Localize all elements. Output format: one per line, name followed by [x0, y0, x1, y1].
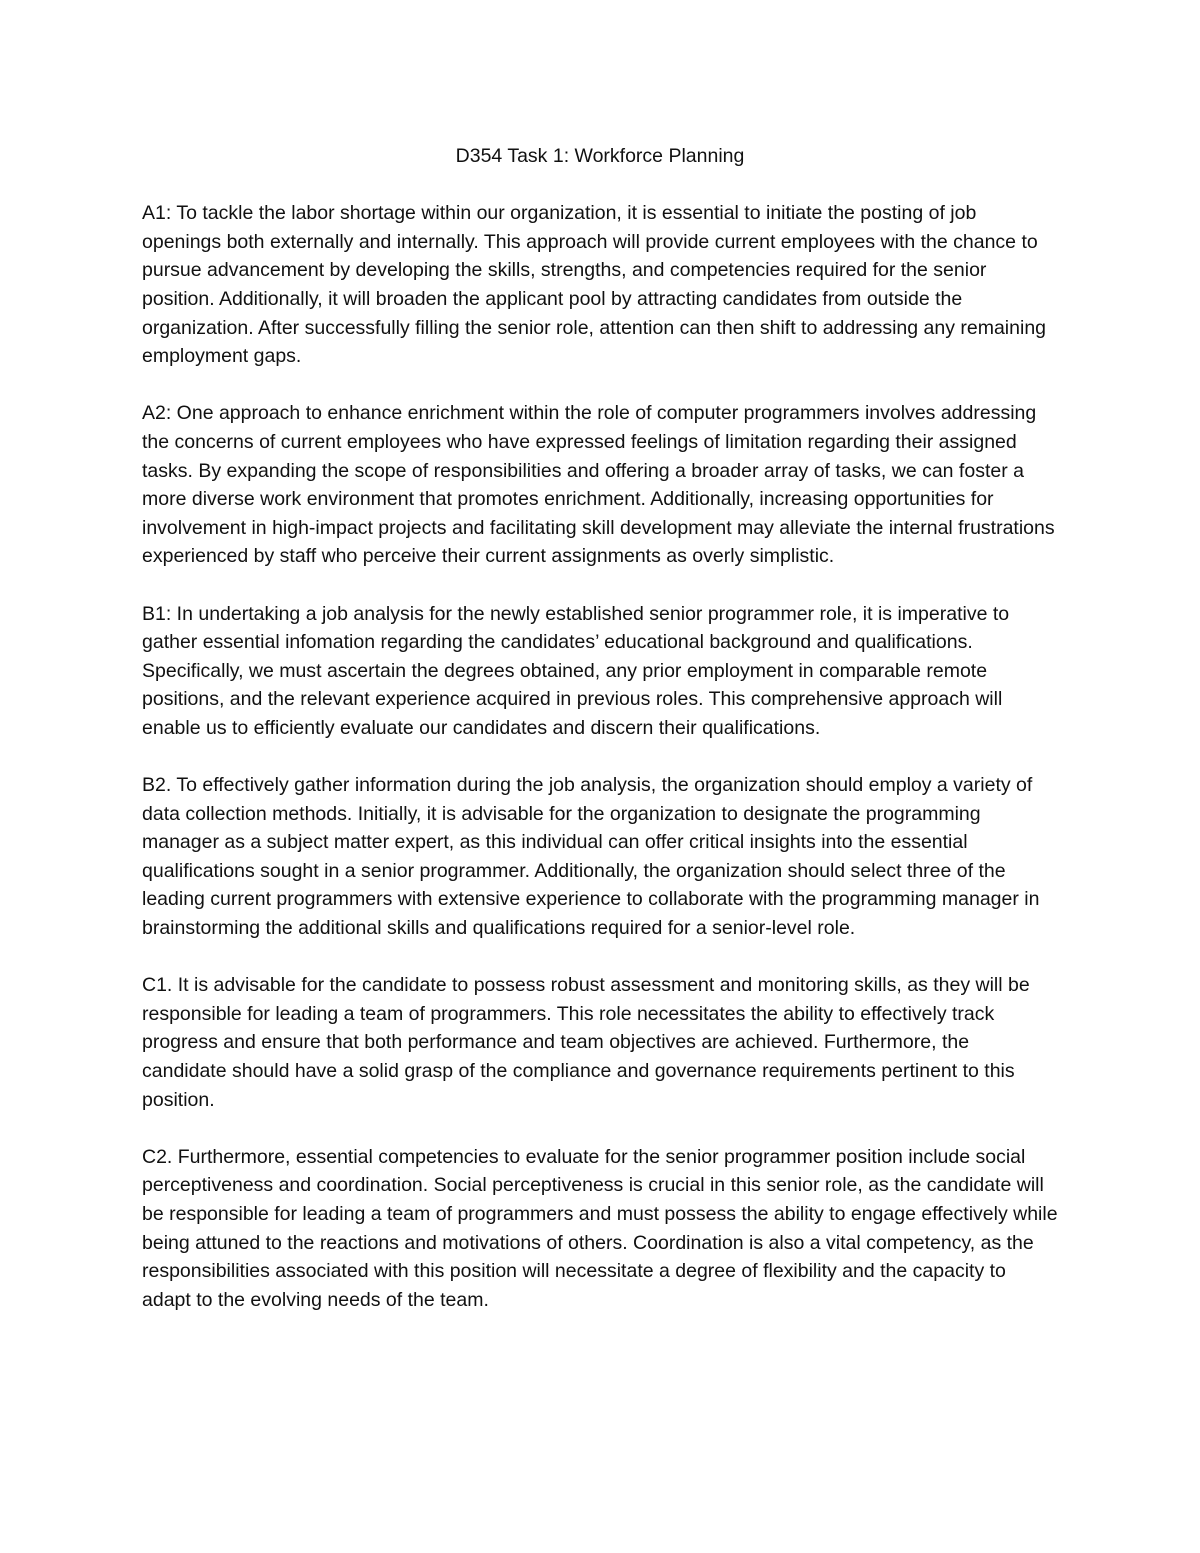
- paragraph-c2: C2. Furthermore, essential competencies to evaluate for the senior programmer position include social perceptiveness and coordination. Social perceptiveness is crucial in this senior role, as the candidate will be responsible for leading a team of programmers and must possess the ability to engage effectively while being attuned to the reactions and motivations of others. Coordination is also a vital competency, as the responsibilities associated with this position will necessitate a degree of flexibility and the capacity to adapt to the evolving needs of the team.: [142, 1145, 1058, 1311]
- document-title: D354 Task 1: Workforce Planning: [455, 145, 745, 167]
- paragraph-a1: A1: To tackle the labor shortage within our organization, it is essential to initiate the posting of job openings both externally and internally. This approach will provide current employees with the chance to pursue advancement by developing the skills, strengths, and competencies required for the senior position. Additionally, it will broaden the applicant pool by attracting candidates from outside the organization. After successfully filling the senior role, attention can then shift to addressing any remaining employment gaps.: [142, 202, 1047, 368]
- paragraph-b1: B1: In undertaking a job analysis for the newly established senior programmer role, it is imperative to gather essential infomation regarding the candidates’ educational background and qualifications. Specifically, we must ascertain the degrees obtained, any prior employment in comparable remote positions, and the relevant experience acquired in previous roles. This comprehensive approach will enable us to efficiently evaluate our candidates and discern their qualifications.: [142, 602, 1010, 739]
- paragraph-a2: A2: One approach to enhance enrichment within the role of computer programmers involves addressing the concerns of current employees who have expressed feelings of limitation regarding their assigned tasks. By expanding the scope of responsibilities and offering a broader array of tasks, we can foster a more diverse work environment that promotes enrichment. Additionally, increasing opportunities for involvement in high-impact projects and facilitating skill development may alleviate the internal frustrations experienced by staff who perceive their current assignments as overly simplistic.: [142, 402, 1055, 568]
- paragraph-b2: B2. To effectively gather information during the job analysis, the organization should employ a variety of data collection methods. Initially, it is advisable for the organization to designate the programming manager as a subject matter expert, as this individual can offer critical insights into the essential qualifications sought in a senior programmer. Additionally, the organization should select three of the leading current programmers with extensive experience to collaborate with the programming manager in brainstorming the additional skills and qualifications required for a senior-level role.: [142, 774, 1040, 940]
- document-body: [142, 142, 1058, 1314]
- paragraph-c1: C1. It is advisable for the candidate to possess robust assessment and monitoring skills, as they will be responsible for leading a team of programmers. This role necessitates the ability to effectively track progress and ensure that both performance and team objectives are achieved. Furthermore, the candidate should have a solid grasp of the compliance and governance requirements pertinent to this position.: [142, 974, 1030, 1111]
